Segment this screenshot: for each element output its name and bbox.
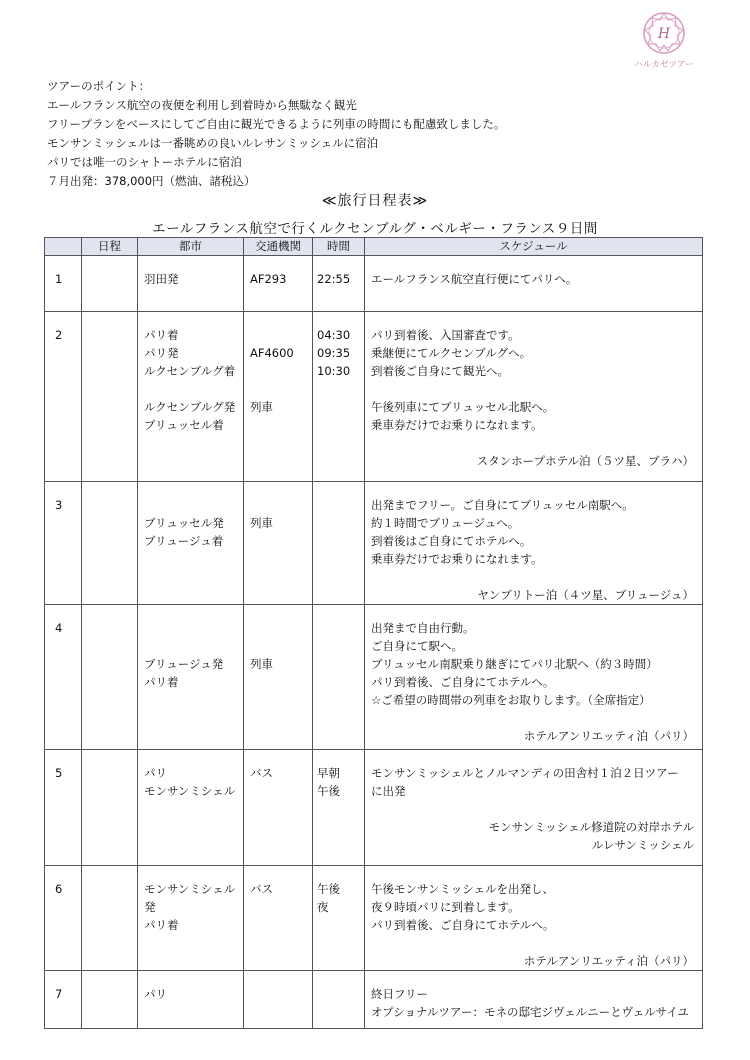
transport-line: 列車 [250, 400, 273, 414]
row-time [313, 312, 365, 482]
row-number [45, 256, 82, 312]
row-number [45, 312, 82, 482]
schedule-line: 終日フリー [371, 987, 429, 1001]
row-date [82, 482, 138, 605]
itinerary-body [45, 256, 703, 1029]
city-line: モンサンミシェル [144, 784, 236, 798]
row-transport [244, 256, 313, 312]
city-line: パリ [144, 766, 167, 780]
time-line: 午後 [317, 784, 340, 798]
row-transport [244, 482, 313, 605]
time-line: 10:30 [317, 364, 351, 378]
schedule-line: 乗継便にてルクセンブルグへ。 [371, 346, 532, 360]
points-line: ７月出発：378,000円（燃油、諸税込） [47, 174, 256, 188]
table-row [45, 971, 703, 1029]
row-city [138, 312, 244, 482]
schedule-line: 午後列車にてブリュッセル北駅へ。 [371, 400, 555, 414]
transport-line [250, 362, 312, 380]
points-line: ツアーのポイント： [47, 79, 151, 93]
city-line: モンサンミシェル [144, 882, 236, 896]
header-city: 都市 [138, 238, 244, 256]
day-number: 3 [55, 498, 63, 512]
transport-line: AF4600 [250, 346, 294, 360]
table-row [45, 312, 703, 482]
hotel-line: スタンホープホテル泊（５ツ星、ブラハ） [476, 454, 694, 468]
row-city [138, 750, 244, 866]
city-line: パリ発 [144, 346, 179, 360]
schedule-line: エールフランス航空直行便にてパリへ。 [371, 272, 578, 286]
row-schedule [365, 750, 703, 866]
table-row [45, 482, 703, 605]
transport-line: AF293 [250, 272, 287, 286]
header-num [45, 238, 82, 256]
city-line: ルクセンブルグ着 [144, 364, 236, 378]
day-number: 6 [55, 882, 63, 896]
schedule-line: 乗車券だけでお乗りになれます。 [371, 552, 543, 566]
hotel-line: ホテルアンリエッティ泊（パリ） [523, 729, 694, 743]
hotel-line: ルレサンミッシェル [591, 838, 694, 852]
hotel-line: モンサンミッシェル修道院の対岸ホテル [488, 820, 694, 834]
city-line: ブリュージュ着 [144, 534, 224, 548]
row-number [45, 971, 82, 1029]
day-number: 2 [55, 328, 63, 342]
row-schedule [365, 605, 703, 750]
row-time [313, 605, 365, 750]
transport-line [250, 637, 312, 655]
row-date [82, 971, 138, 1029]
city-line [144, 496, 243, 514]
header-transport: 交通機関 [244, 238, 313, 256]
row-time [313, 750, 365, 866]
transport-line [250, 496, 312, 514]
day-number: 4 [55, 621, 63, 635]
schedule-title: ≪旅行日程表≫ [321, 193, 429, 209]
city-line: パリ [144, 987, 167, 1001]
transport-line [250, 619, 312, 637]
city-line: パリ着 [144, 675, 179, 689]
itinerary-table [44, 237, 703, 1029]
city-line: パリ着 [144, 918, 179, 932]
row-schedule [365, 866, 703, 971]
schedule-line: 乗車券だけでお乗りになれます。 [371, 418, 543, 432]
row-time [313, 482, 365, 605]
table-row [45, 256, 703, 312]
schedule-line [371, 380, 702, 398]
row-transport [244, 605, 313, 750]
row-transport [244, 866, 313, 971]
row-date [82, 312, 138, 482]
row-schedule [365, 971, 703, 1029]
schedule-line: に出発 [371, 784, 406, 798]
tour-points [47, 77, 505, 191]
points-line: モンサンミッシェルは一番眺めの良いルレサンミッシェルに宿泊 [47, 136, 379, 150]
row-transport [244, 312, 313, 482]
transport-line: バス [250, 882, 273, 896]
schedule-line: 到着後ご自身にて観光へ。 [371, 364, 509, 378]
row-transport [244, 971, 313, 1029]
logo-text: ハルカゼツアー [634, 60, 694, 70]
city-line: ブリュッセル着 [144, 418, 224, 432]
city-line [144, 619, 243, 637]
schedule-line: オプショナルツアー：モネの邸宅ジヴェルニーとヴェルサイユ [371, 1005, 689, 1019]
schedule-line: 約１時間でブリュージュへ。 [371, 516, 520, 530]
city-line: ブリュッセル発 [144, 516, 224, 530]
row-schedule [365, 482, 703, 605]
schedule-line: パリ到着後、入国審査です。 [371, 328, 520, 342]
schedule-line: パリ到着後、ご自身にてホテルへ。 [371, 675, 555, 689]
points-line: パリでは唯一のシャトーホテルに宿泊 [47, 155, 242, 169]
time-line: 09:35 [317, 346, 351, 360]
header-time: 時間 [313, 238, 365, 256]
schedule-line: 午後モンサンミッシェルを出発し、 [371, 882, 554, 896]
schedule-line: 夜９時頃パリに到着します。 [371, 900, 520, 914]
hotel-line: ヤンブリトー泊（４ツ星、ブリュージュ） [477, 588, 694, 602]
schedule-line: ☆ご希望の時間帯の列車をお取りします。（全席指定） [371, 693, 651, 707]
day-number: 7 [55, 987, 63, 1001]
schedule-line: 出発までフリー。ご自身にてブリュッセル南駅へ。 [371, 498, 634, 512]
row-date [82, 256, 138, 312]
row-number [45, 605, 82, 750]
row-time [313, 866, 365, 971]
table-header-row [45, 238, 703, 256]
row-time [313, 971, 365, 1029]
city-line: ルクセンブルグ発 [144, 400, 236, 414]
row-date [82, 866, 138, 971]
schedule-line: 到着後はご自身にてホテルへ。 [371, 534, 532, 548]
row-number [45, 750, 82, 866]
city-line: ブリュージュ発 [144, 657, 224, 671]
points-line: フリープランをベースにしてご自由に観光できるように列車の時間にも配慮致しました。 [47, 117, 506, 131]
row-city [138, 866, 244, 971]
time-line: 早朝 [317, 766, 340, 780]
svg-text:H: H [657, 26, 671, 42]
table-title: エールフランス航空で行くルクセンブルグ・ベルギー・フランス９日間 [152, 221, 598, 237]
time-line: 午後 [317, 882, 340, 896]
row-city [138, 482, 244, 605]
city-line: パリ着 [144, 328, 179, 342]
transport-line [250, 326, 312, 344]
transport-line: 列車 [250, 516, 273, 530]
transport-line: 列車 [250, 657, 273, 671]
time-line: 夜 [317, 900, 329, 914]
company-logo [634, 10, 694, 72]
city-line: 羽田発 [144, 272, 179, 286]
city-line [144, 637, 243, 655]
time-line: 04:30 [317, 328, 351, 342]
header-date: 日程 [82, 238, 138, 256]
row-city [138, 256, 244, 312]
schedule-line: 出発まで自由行動。 [371, 621, 475, 635]
schedule-line: ご自身にて駅へ。 [371, 639, 463, 653]
table-row [45, 605, 703, 750]
row-schedule [365, 256, 703, 312]
city-line [144, 380, 243, 398]
day-number: 1 [55, 272, 63, 286]
hotel-line: ホテルアンリエッティ泊（パリ） [523, 954, 694, 968]
schedule-line: モンサンミッシェルとノルマンディの田舎村１泊２日ツアー [371, 766, 679, 780]
logo-emblem-icon [641, 10, 687, 56]
row-number [45, 482, 82, 605]
city-line: 発 [144, 900, 156, 914]
row-schedule [365, 312, 703, 482]
row-transport [244, 750, 313, 866]
row-time [313, 256, 365, 312]
transport-line [250, 380, 312, 398]
table-row [45, 750, 703, 866]
schedule-line: パリ到着後、ご自身にてホテルへ。 [371, 918, 555, 932]
transport-line: バス [250, 766, 273, 780]
day-number: 5 [55, 766, 63, 780]
header-schedule: スケジュール [365, 238, 703, 256]
row-date [82, 750, 138, 866]
time-line: 22:55 [317, 272, 351, 286]
table-row [45, 866, 703, 971]
row-city [138, 605, 244, 750]
points-line: エールフランス航空の夜便を利用し到着時から無駄なく観光 [47, 98, 357, 112]
row-city [138, 971, 244, 1029]
schedule-line: ブリュッセル南駅乗り継ぎにてパリ北駅へ（約３時間） [371, 657, 658, 671]
row-number [45, 866, 82, 971]
row-date [82, 605, 138, 750]
